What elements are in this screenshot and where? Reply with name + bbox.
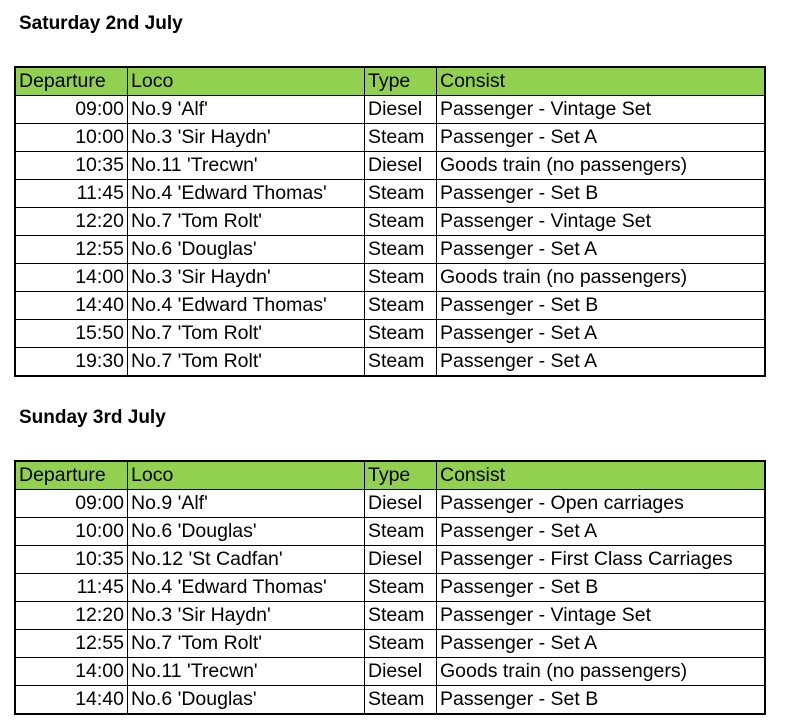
consist-cell: Goods train (no passengers) — [437, 264, 765, 292]
loco-cell: No.4 'Edward Thomas' — [128, 180, 365, 208]
consist-cell: Passenger - Set A — [437, 348, 765, 376]
header-consist: Consist — [437, 462, 765, 490]
table-row — [16, 96, 765, 124]
departure-cell: 14:40 — [16, 686, 128, 714]
loco-cell: No.7 'Tom Rolt' — [128, 208, 365, 236]
consist-cell: Passenger - Set B — [437, 292, 765, 320]
type-cell: Diesel — [365, 96, 437, 124]
header-row — [16, 462, 765, 490]
departure-cell: 15:50 — [16, 320, 128, 348]
consist-cell: Goods train (no passengers) — [437, 152, 765, 180]
consist-cell: Passenger - Set A — [437, 236, 765, 264]
table-row — [16, 292, 765, 320]
departure-cell: 12:55 — [16, 236, 128, 264]
table-row — [16, 348, 765, 376]
departure-cell: 10:00 — [16, 518, 128, 546]
loco-cell: No.3 'Sir Haydn' — [128, 124, 365, 152]
loco-cell: No.9 'Alf' — [128, 490, 365, 518]
table-row — [16, 180, 765, 208]
type-cell: Steam — [365, 264, 437, 292]
type-cell: Steam — [365, 602, 437, 630]
table-row — [16, 264, 765, 292]
loco-cell: No.4 'Edward Thomas' — [128, 292, 365, 320]
departure-cell: 14:00 — [16, 658, 128, 686]
loco-cell: No.6 'Douglas' — [128, 236, 365, 264]
departure-cell: 12:20 — [16, 208, 128, 236]
departure-cell: 11:45 — [16, 180, 128, 208]
departure-cell: 11:45 — [16, 574, 128, 602]
header-loco: Loco — [128, 68, 365, 96]
table-row — [16, 236, 765, 264]
consist-cell: Passenger - First Class Carriages — [437, 546, 765, 574]
table-row — [16, 152, 765, 180]
header-type: Type — [365, 68, 437, 96]
consist-cell: Passenger - Set B — [437, 574, 765, 602]
departure-cell: 09:00 — [16, 490, 128, 518]
departure-cell: 12:20 — [16, 602, 128, 630]
departure-cell: 14:00 — [16, 264, 128, 292]
consist-cell: Passenger - Set B — [437, 686, 765, 714]
type-cell: Steam — [365, 518, 437, 546]
header-loco: Loco — [128, 462, 365, 490]
type-cell: Steam — [365, 574, 437, 602]
departure-cell: 12:55 — [16, 630, 128, 658]
table-row — [16, 602, 765, 630]
type-cell: Diesel — [365, 658, 437, 686]
consist-cell: Passenger - Set A — [437, 630, 765, 658]
type-cell: Steam — [365, 348, 437, 376]
table-row — [16, 320, 765, 348]
loco-cell: No.11 'Trecwn' — [128, 658, 365, 686]
table-row — [16, 124, 765, 152]
loco-cell: No.7 'Tom Rolt' — [128, 630, 365, 658]
day-heading-saturday: Saturday 2nd July — [19, 13, 183, 34]
header-consist: Consist — [437, 68, 765, 96]
consist-cell: Passenger - Vintage Set — [437, 208, 765, 236]
header-type: Type — [365, 462, 437, 490]
type-cell: Steam — [365, 686, 437, 714]
loco-cell: No.12 'St Cadfan' — [128, 546, 365, 574]
consist-cell: Passenger - Set A — [437, 518, 765, 546]
table-row — [16, 630, 765, 658]
departure-cell: 10:35 — [16, 546, 128, 574]
departure-cell: 19:30 — [16, 348, 128, 376]
type-cell: Steam — [365, 630, 437, 658]
consist-cell: Goods train (no passengers) — [437, 658, 765, 686]
type-cell: Steam — [365, 236, 437, 264]
table-row — [16, 490, 765, 518]
departure-cell: 10:00 — [16, 124, 128, 152]
loco-cell: No.7 'Tom Rolt' — [128, 320, 365, 348]
departure-cell: 10:35 — [16, 152, 128, 180]
day-heading-sunday: Sunday 3rd July — [19, 407, 166, 428]
type-cell: Steam — [365, 124, 437, 152]
type-cell: Steam — [365, 320, 437, 348]
header-departure: Departure — [16, 68, 128, 96]
consist-cell: Passenger - Set B — [437, 180, 765, 208]
type-cell: Steam — [365, 208, 437, 236]
loco-cell: No.3 'Sir Haydn' — [128, 264, 365, 292]
type-cell: Diesel — [365, 152, 437, 180]
consist-cell: Passenger - Vintage Set — [437, 602, 765, 630]
loco-cell: No.3 'Sir Haydn' — [128, 602, 365, 630]
table-row — [16, 574, 765, 602]
type-cell: Diesel — [365, 546, 437, 574]
header-departure: Departure — [16, 462, 128, 490]
departure-cell: 09:00 — [16, 96, 128, 124]
table-row — [16, 546, 765, 574]
type-cell: Diesel — [365, 490, 437, 518]
loco-cell: No.7 'Tom Rolt' — [128, 348, 365, 376]
timetable-saturday — [15, 67, 765, 376]
consist-cell: Passenger - Open carriages — [437, 490, 765, 518]
type-cell: Steam — [365, 180, 437, 208]
table-row — [16, 686, 765, 714]
departure-cell: 14:40 — [16, 292, 128, 320]
loco-cell: No.9 'Alf' — [128, 96, 365, 124]
loco-cell: No.6 'Douglas' — [128, 518, 365, 546]
consist-cell: Passenger - Set A — [437, 124, 765, 152]
timetable-sunday — [15, 461, 765, 714]
type-cell: Steam — [365, 292, 437, 320]
table-row — [16, 208, 765, 236]
table-row — [16, 658, 765, 686]
loco-cell: No.6 'Douglas' — [128, 686, 365, 714]
loco-cell: No.4 'Edward Thomas' — [128, 574, 365, 602]
table-row — [16, 518, 765, 546]
consist-cell: Passenger - Set A — [437, 320, 765, 348]
loco-cell: No.11 'Trecwn' — [128, 152, 365, 180]
consist-cell: Passenger - Vintage Set — [437, 96, 765, 124]
header-row — [16, 68, 765, 96]
